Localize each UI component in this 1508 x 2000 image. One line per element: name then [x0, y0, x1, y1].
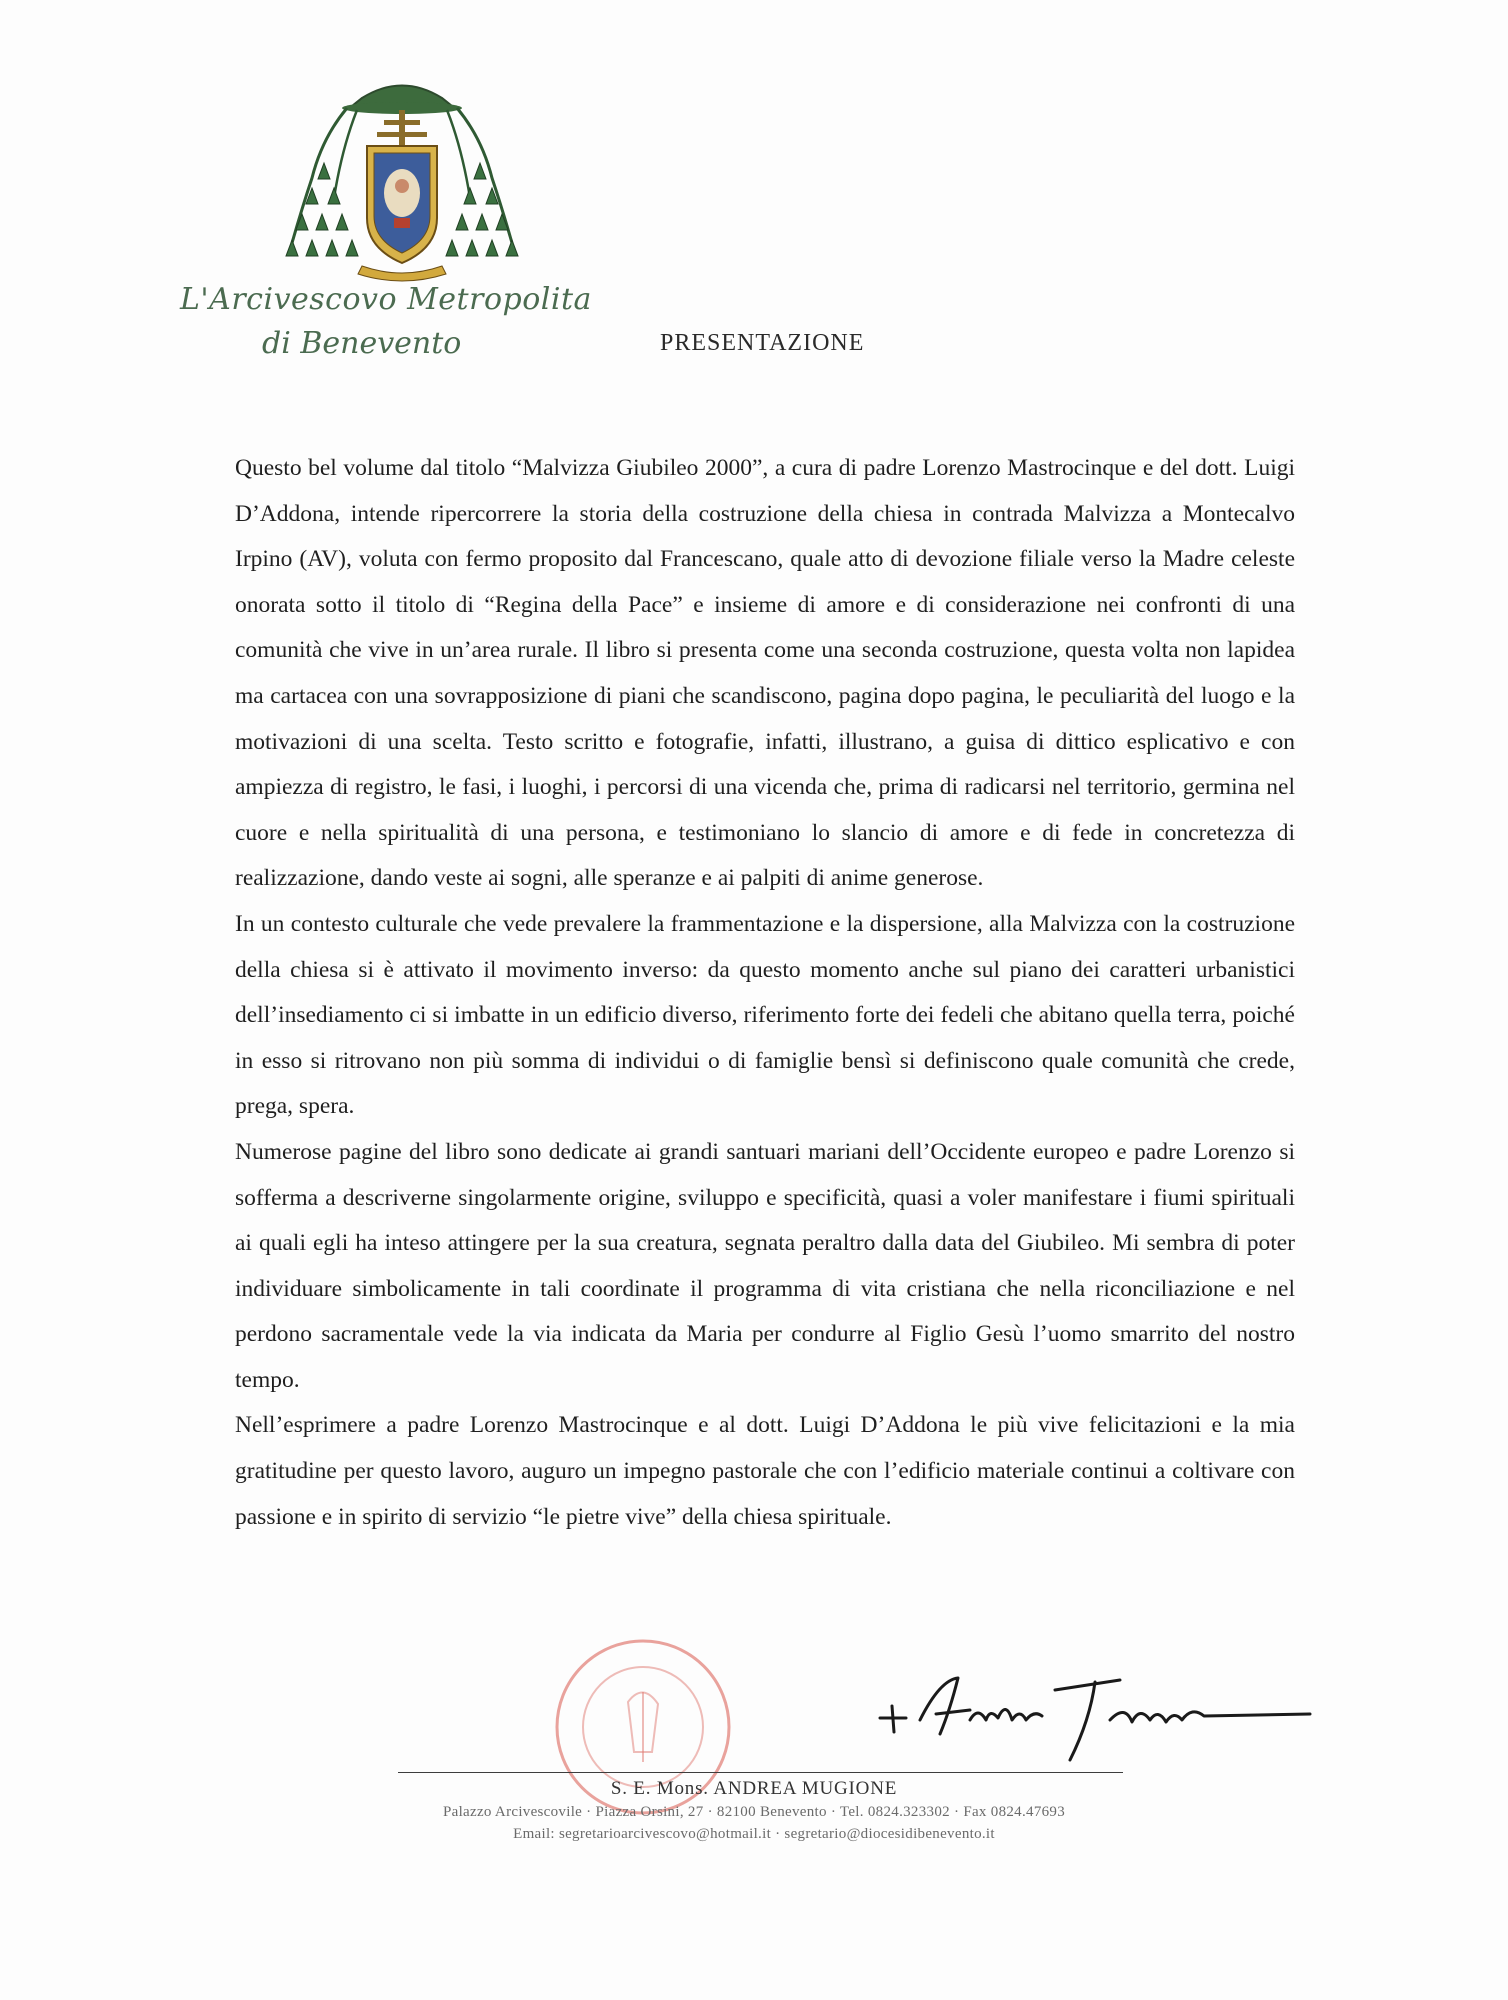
letter-body — [235, 446, 1295, 1540]
signer-name: S. E. Mons. ANDREA MUGIONE — [610, 1778, 898, 1799]
postal-address: Palazzo Arcivescovile · Piazza Orsini, 27 · 82100 Benevento · Tel. 0824.323302 · Fax 0824.47693 — [442, 1804, 1066, 1820]
paragraph: Numerose pagine del libro sono dedicate ai grandi santuari mariani dell’Occidente europeo e padre Lorenzo si sofferma a descriverne singolarmente origine, sviluppo e specificità, quasi a voler manifestare i fiumi spirituali ai quali egli ha inteso attingere per la sua creatura, segnata peraltro dalla data del Giubileo. Mi sembra di poter individuare simbolicamente in tali coordinate il programma di vita cristiana che nella riconciliazione e nel perdono sacramentale vede la via indicata da Maria per condurre al Figlio Gesù l’uomo smarrito del nostro tempo. — [235, 1138, 1295, 1393]
paragraph: In un contesto culturale che vede prevalere la frammentazione e la dispersione, alla Malvizza con la costruzione della chiesa si è attivato il movimento inverso: da questo momento anche sul piano dei caratteri urbanistici dell’insediamento ci si imbatte in un edificio diverso, riferimento forte dei fedeli che abitano quella terra, poiché in esso si ritrovano non più somma di individui o di famiglie bensì si definiscono quale comunità che crede, prega, spera. — [235, 910, 1295, 1120]
paragraph: Questo bel volume dal titolo “Malvizza Giubileo 2000”, a cura di padre Lorenzo Mastrocinque e del dott. Luigi D’Addona, intende ripercorrere la storia della costruzione della chiesa in contrada Malvizza a Montecalvo Irpino (AV), voluta con fermo proposito dal Francescano, quale atto di devozione filiale verso la Madre celeste onorata sotto il titolo di “Regina della Pace” e insieme di amore e di considerazione nei confronti di una comunità che vive in un’area rurale. Il libro si presenta come una seconda costruzione, questa volta non lapidea ma cartacea con una sovrapposizione di piani che scandiscono, pagina dopo pagina, le peculiarità del luogo e la motivazioni di una scelta. Testo scritto e fotografie, infatti, illustrano, a guisa di dittico esplicativo e con ampiezza di registro, le fasi, i luoghi, i percorsi di una vicenda che, prima di radicarsi nel territorio, germina nel cuore e nella spiritualità di una persona, e testimoniano lo slancio di amore e di fede in concretezza di realizzazione, dando veste ai sogni, alle speranze e ai palpiti di anime generose. — [235, 455, 1295, 892]
email-address: Email: segretarioarcivescovo@hotmail.it · segretario@diocesidibenevento.it — [513, 1826, 995, 1842]
coat-of-arms-icon — [262, 68, 542, 288]
issuer-title: L'Arcivescovo Metropolita — [180, 282, 592, 317]
footer-divider — [398, 1772, 1123, 1773]
handwritten-signature — [870, 1650, 1330, 1770]
paragraph: Nell’esprimere a padre Lorenzo Mastrocinque e al dott. Luigi D’Addona le più vive felicitazioni e la mia gratitudine per questo lavoro, auguro un impegno pastorale che con l’edificio materiale continui a coltivare con passione e in spirito di servizio “le pietre vive” della chiesa spirituale. — [235, 1412, 1295, 1530]
issuer-see: di Benevento — [262, 326, 462, 361]
document-title: PRESENTAZIONE — [660, 330, 865, 356]
